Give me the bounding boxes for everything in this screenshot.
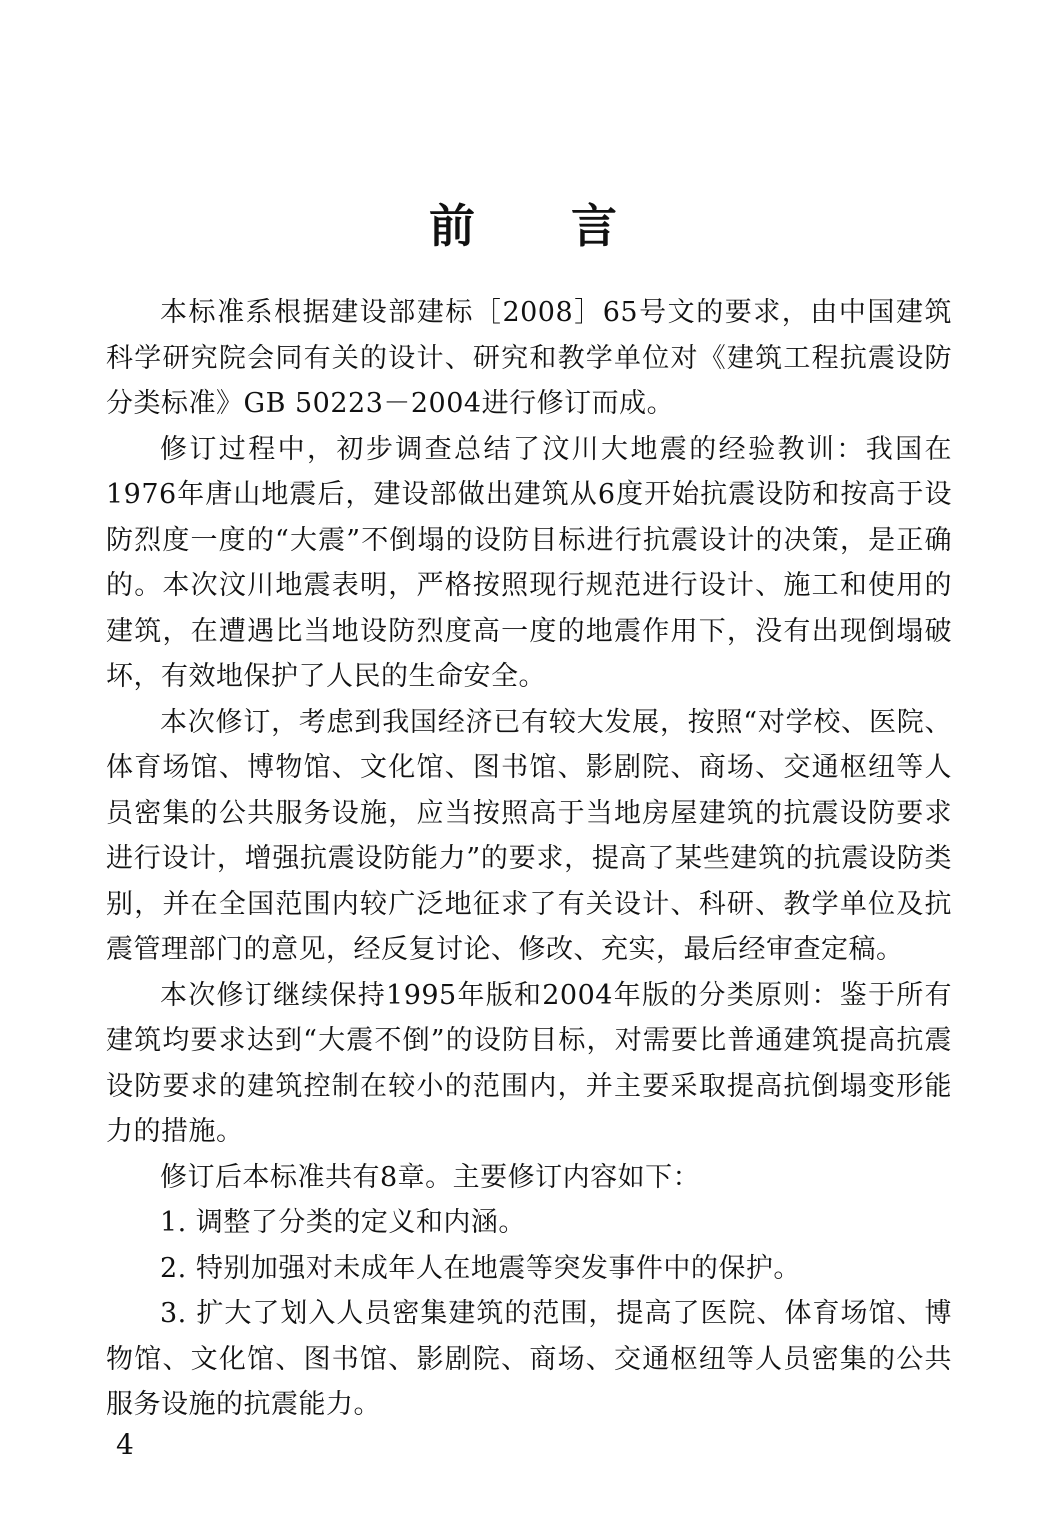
paragraph-classification-principle: 本次修订继续保持1995年版和2004年版的分类原则：鉴于所有建筑均要求达到“大震不倒”的设防目标，对需要比普通建筑提高抗震设防要求的建筑控制在较小的范围内，并主要采取提高抗倒塌变形能力的措施。	[106, 979, 952, 1147]
document-body	[106, 290, 952, 1428]
list-item-1: 1. 调整了分类的定义和内涵。	[160, 1207, 526, 1238]
list-item-3: 3. 扩大了划入人员密集建筑的范围，提高了医院、体育场馆、博物馆、文化馆、图书馆、影剧院、商场、交通枢纽等人员密集的公共服务设施的抗震能力。	[106, 1298, 952, 1420]
paragraph-wenchuan-lessons: 修订过程中，初步调查总结了汶川大地震的经验教训：我国在1976年唐山地震后，建设部做出建筑从6度开始抗震设防和按高于设防烈度一度的“大震”不倒塌的设防目标进行抗震设计的决策，是正确的。本次汶川地震表明，严格按照现行规范进行设计、施工和使用的建筑，在遭遇比当地设防烈度高一度的地震作用下，没有出现倒塌破坏，有效地保护了人民的生命安全。	[106, 433, 952, 692]
paragraph-origin: 本标准系根据建设部建标［2008］65号文的要求，由中国建筑科学研究院会同有关的设计、研究和教学单位对《建筑工程抗震设防分类标准》GB 50223－2004进行修订而成。	[106, 297, 952, 419]
page-title: 前言	[429, 199, 713, 253]
page-number: 4	[116, 1428, 134, 1461]
list-item-2: 2. 特别加强对未成年人在地震等突发事件中的保护。	[160, 1252, 801, 1284]
paragraph-revision-summary: 修订后本标准共有8章。主要修订内容如下：	[160, 1161, 701, 1193]
paragraph-revision-scope: 本次修订，考虑到我国经济已有较大发展，按照“对学校、医院、体育场馆、博物馆、文化馆、图书馆、影剧院、商场、交通枢纽等人员密集的公共服务设施，应当按照高于当地房屋建筑的抗震设防要求进行设计，增强抗震设防能力”的要求，提高了某些建筑的抗震设防类别，并在全国范围内较广泛地征求了有关设计、科研、教学单位及抗震管理部门的意见，经反复讨论、修改、充实，最后经审查定稿。	[106, 706, 952, 965]
